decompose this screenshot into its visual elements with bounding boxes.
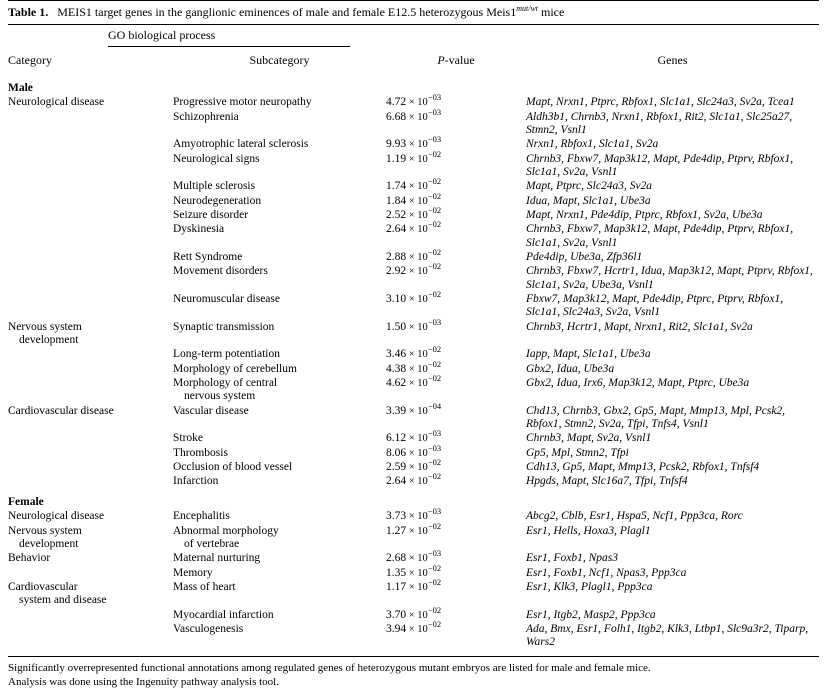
cell-category bbox=[8, 265, 173, 293]
cell-genes: Chrnb3, Fbxw7, Map3k12, Mapt, Pde4dip, Ptprv, Rbfox1, Slc1a1, Sv2a, Vsnl1 bbox=[526, 223, 794, 249]
caption-end: mice bbox=[538, 5, 565, 19]
cell-subcategory: Neurological signs bbox=[173, 152, 260, 165]
cell-genes: Chrnb3, Fbxw7, Hcrtr1, Idua, Map3k12, Mapt, Ptprv, Rbfox1, Slc1a1, Sv2a, Ube3a, Vsnl1 bbox=[526, 265, 813, 291]
cell-genes: Chrnb3, Fbxw7, Map3k12, Mapt, Pde4dip, Ptprv, Rbfox1, Slc1a1, Sv2a, Vsnl1 bbox=[526, 152, 794, 178]
table-row bbox=[8, 152, 819, 180]
cell-pvalue: $1.50 \times 10^{-03}$ bbox=[386, 316, 442, 333]
cell-subcategory: Morphology of central nervous system bbox=[173, 376, 278, 403]
cell-genes: Cdh13, Gp5, Mapt, Mmp13, Pcsk2, Rbfox1, Tnfsf4 bbox=[526, 460, 760, 473]
cell-genes: Abcg2, Cblb, Esr1, Hspa5, Ncf1, Ppp3ca, Rorc bbox=[526, 510, 743, 523]
cell-pvalue: $4.62 \times 10^{-02}$ bbox=[386, 373, 442, 389]
cell-category bbox=[8, 446, 173, 460]
cell-pvalue: $3.94 \times 10^{-02}$ bbox=[386, 619, 442, 635]
table-row bbox=[8, 510, 819, 524]
table-row bbox=[8, 265, 819, 293]
cell-category: Cardiovascular disease bbox=[8, 404, 114, 417]
cell-genes: Nrxn1, Rbfox1, Slc1a1, Sv2a bbox=[526, 138, 659, 151]
cell-pvalue: $1.17 \times 10^{-02}$ bbox=[386, 577, 442, 593]
table-row bbox=[8, 524, 819, 552]
cell-category bbox=[8, 138, 173, 152]
cell-subcategory: Multiple sclerosis bbox=[173, 180, 256, 193]
table-caption bbox=[8, 1, 819, 24]
cell-pvalue: $3.73 \times 10^{-03}$ bbox=[386, 506, 442, 523]
table-number: Table 1. bbox=[8, 5, 49, 19]
go-header-row bbox=[8, 25, 819, 47]
table-row bbox=[8, 292, 819, 320]
cell-category bbox=[8, 460, 173, 474]
cell-genes: Aldh3b1, Chrnb3, Nrxn1, Rbfox1, Rit2, Slc1a1, Slc25a27, Stmn2, Vsnl1 bbox=[526, 110, 793, 136]
cell-pvalue: $2.88 \times 10^{-02}$ bbox=[386, 247, 442, 263]
cell-subcategory: Vasculogenesis bbox=[173, 622, 244, 635]
footnote-line-2: Analysis was done using the Ingenuity pathway analysis tool. bbox=[8, 676, 279, 689]
cell-genes: Esr1, Itgb2, Masp2, Ppp3ca bbox=[526, 608, 656, 621]
table-row bbox=[8, 475, 819, 489]
cell-subcategory: Synaptic transmission bbox=[173, 320, 275, 333]
column-header-genes: Genes bbox=[657, 53, 688, 67]
cell-subcategory: Progressive motor neuropathy bbox=[173, 96, 312, 109]
cell-category: Neurological disease bbox=[8, 510, 105, 523]
cell-genes: Chrnb3, Mapt, Sv2a, Vsnl1 bbox=[526, 432, 652, 445]
cell-pvalue: $9.93 \times 10^{-03}$ bbox=[386, 134, 442, 151]
cell-genes: Gbx2, Idua, Ube3a bbox=[526, 362, 615, 375]
cell-subcategory: Maternal nurturing bbox=[173, 552, 261, 565]
cell-pvalue: $8.06 \times 10^{-03}$ bbox=[386, 442, 442, 459]
pvalue-italic-p: P bbox=[437, 53, 445, 67]
cell-subcategory: Morphology of cerebellum bbox=[173, 362, 297, 375]
cell-category bbox=[8, 348, 173, 362]
table-row bbox=[8, 320, 819, 348]
cell-category: Neurological disease bbox=[8, 96, 105, 109]
cell-subcategory: Infarction bbox=[173, 475, 219, 488]
header-row bbox=[8, 47, 819, 75]
cell-category bbox=[8, 194, 173, 208]
cell-category bbox=[8, 622, 173, 650]
cell-genes: Iapp, Mapt, Slc1a1, Ube3a bbox=[526, 348, 651, 361]
cell-pvalue: $2.64 \times 10^{-02}$ bbox=[386, 219, 442, 236]
caption-text bbox=[51, 5, 564, 19]
table-row bbox=[8, 622, 819, 650]
cell-genes: Pde4dip, Ube3a, Zfp36l1 bbox=[526, 250, 643, 263]
cell-pvalue: $2.92 \times 10^{-02}$ bbox=[386, 261, 442, 278]
cell-pvalue: $2.59 \times 10^{-02}$ bbox=[386, 457, 442, 473]
cell-genes: Hpgds, Mapt, Slc16a7, Tfpi, Tnfsf4 bbox=[526, 475, 688, 488]
cell-subcategory: Encephalitis bbox=[173, 510, 230, 523]
cell-pvalue: $1.35 \times 10^{-02}$ bbox=[386, 562, 442, 579]
caption-superscript: mut/wt bbox=[516, 4, 539, 13]
cell-subcategory: Memory bbox=[173, 566, 213, 579]
cell-subcategory: Movement disorders bbox=[173, 265, 268, 278]
cell-category bbox=[8, 608, 173, 622]
caption-main: MEIS1 target genes in the ganglionic eminences of male and female E12.5 heterozygous Meis1 bbox=[57, 5, 517, 19]
cell-category: Nervous system development bbox=[8, 320, 82, 346]
cell-subcategory: Dyskinesia bbox=[173, 223, 225, 236]
cell-genes: Idua, Mapt, Slc1a1, Ube3a bbox=[526, 194, 651, 207]
table-header bbox=[8, 47, 819, 75]
cell-genes: Chd13, Chrnb3, Gbx2, Gp5, Mapt, Mmp13, Mpl, Pcsk2, Rbfox1, Stmn2, Sv2a, Tfpi, Tnfs4, Vsnl1 bbox=[526, 404, 786, 430]
table-row bbox=[8, 110, 819, 138]
table-row bbox=[8, 208, 819, 222]
cell-category bbox=[8, 566, 173, 580]
go-biological-process-label: GO biological process bbox=[108, 28, 216, 42]
table-row bbox=[8, 96, 819, 110]
table-row bbox=[8, 138, 819, 152]
table-row bbox=[8, 348, 819, 362]
cell-genes: Gp5, Mpl, Stmn2, Tfpi bbox=[526, 446, 629, 459]
table-row bbox=[8, 566, 819, 580]
cell-subcategory: Schizophrenia bbox=[173, 110, 239, 123]
cell-subcategory: Occlusion of blood vessel bbox=[173, 460, 293, 473]
cell-subcategory: Thrombosis bbox=[173, 446, 228, 459]
cell-category: Nervous system development bbox=[8, 524, 82, 550]
table-row bbox=[8, 608, 819, 622]
cell-subcategory: Stroke bbox=[173, 432, 204, 445]
table-body bbox=[8, 75, 819, 650]
cell-genes: Gbx2, Idua, Irx6, Map3k12, Mapt, Ptprc, Ube3a bbox=[526, 376, 750, 389]
cell-pvalue: $3.70 \times 10^{-02}$ bbox=[386, 604, 442, 621]
cell-subcategory: Seizure disorder bbox=[173, 208, 249, 221]
table-row bbox=[8, 250, 819, 264]
cell-category bbox=[8, 250, 173, 264]
cell-genes: Esr1, Klk3, Plagl1, Ppp3ca bbox=[526, 580, 653, 593]
column-header-subcategory: Subcategory bbox=[249, 53, 310, 67]
cell-pvalue: $6.68 \times 10^{-03}$ bbox=[386, 106, 442, 123]
cell-subcategory: Vascular disease bbox=[173, 404, 249, 417]
cell-category bbox=[8, 475, 173, 489]
cell-genes: Fbxw7, Map3k12, Mapt, Pde4dip, Ptprc, Ptprv, Rbfox1, Slc1a1, Slc24a3, Sv2a, Vsnl1 bbox=[526, 292, 784, 319]
table-row bbox=[8, 376, 819, 404]
cell-subcategory: Mass of heart bbox=[173, 580, 236, 593]
table-footnote bbox=[8, 657, 819, 690]
cell-subcategory: Amyotrophic lateral sclerosis bbox=[173, 138, 309, 151]
cell-subcategory: Rett Syndrome bbox=[173, 250, 243, 263]
table-row bbox=[8, 446, 819, 460]
cell-genes: Esr1, Foxb1, Npas3 bbox=[526, 552, 618, 565]
cell-pvalue: $1.19 \times 10^{-02}$ bbox=[386, 148, 442, 165]
cell-subcategory: Myocardial infarction bbox=[173, 608, 274, 621]
cell-pvalue: $2.52 \times 10^{-02}$ bbox=[386, 205, 442, 221]
table-row bbox=[8, 552, 819, 566]
cell-pvalue: $3.46 \times 10^{-02}$ bbox=[386, 344, 442, 361]
cell-subcategory: Long-term potentiation bbox=[173, 348, 280, 361]
table-row bbox=[8, 180, 819, 194]
pvalue-suffix: -value bbox=[444, 53, 475, 67]
cell-category bbox=[8, 376, 173, 404]
cell-category bbox=[8, 362, 173, 376]
table-row bbox=[8, 460, 819, 474]
cell-genes: Esr1, Foxb1, Ncf1, Npas3, Ppp3ca bbox=[526, 566, 687, 579]
cell-genes: Mapt, Nrxn1, Ptprc, Rbfox1, Slc1a1, Slc24a3, Sv2a, Tcea1 bbox=[526, 96, 795, 109]
go-underline bbox=[108, 46, 350, 47]
table-row bbox=[8, 432, 819, 446]
cell-pvalue: $6.12 \times 10^{-03}$ bbox=[386, 428, 442, 445]
cell-pvalue: $1.27 \times 10^{-02}$ bbox=[386, 520, 442, 537]
cell-category bbox=[8, 180, 173, 194]
table-row bbox=[8, 362, 819, 376]
cell-category bbox=[8, 292, 173, 320]
cell-category bbox=[8, 432, 173, 446]
cell-subcategory: Neuromuscular disease bbox=[173, 292, 280, 305]
table-row bbox=[8, 194, 819, 208]
footnote-line-1: Significantly overrepresented functional annotations among regulated genes of heterozygous mutant embryos are listed for male and female mice. bbox=[8, 662, 651, 675]
cell-subcategory: Abnormal morphology of vertebrae bbox=[173, 524, 279, 550]
cell-genes: Chrnb3, Hcrtr1, Mapt, Nrxn1, Rit2, Slc1a1, Sv2a bbox=[526, 320, 753, 333]
cell-category: Cardiovascular system and disease bbox=[8, 580, 107, 607]
cell-category bbox=[8, 152, 173, 180]
table-row bbox=[8, 223, 819, 251]
cell-pvalue: $2.68 \times 10^{-03}$ bbox=[386, 548, 442, 565]
cell-category bbox=[8, 110, 173, 138]
cell-category: Behavior bbox=[8, 552, 51, 565]
cell-genes: Esr1, Hells, Hoxa3, Plagl1 bbox=[526, 524, 651, 537]
cell-subcategory: Neurodegeneration bbox=[173, 194, 262, 207]
cell-genes: Mapt, Nrxn1, Pde4dip, Ptprc, Rbfox1, Sv2a, Ube3a bbox=[526, 208, 763, 221]
section-title: Female bbox=[8, 496, 44, 509]
cell-pvalue: $1.84 \times 10^{-02}$ bbox=[386, 190, 442, 207]
column-header-category: Category bbox=[8, 53, 52, 67]
section-header-row bbox=[8, 75, 819, 96]
cell-category bbox=[8, 208, 173, 222]
cell-pvalue: $3.10 \times 10^{-02}$ bbox=[386, 289, 442, 305]
section-title: Male bbox=[8, 82, 33, 94]
section-header-row bbox=[8, 489, 819, 510]
cell-genes: Mapt, Ptprc, Slc24a3, Sv2a bbox=[526, 180, 653, 193]
cell-category bbox=[8, 223, 173, 251]
results-table bbox=[8, 47, 819, 650]
table-row bbox=[8, 580, 819, 608]
cell-pvalue: $1.74 \times 10^{-02}$ bbox=[386, 176, 442, 193]
cell-pvalue: $4.38 \times 10^{-02}$ bbox=[386, 358, 442, 375]
cell-pvalue: $3.39 \times 10^{-04}$ bbox=[386, 400, 442, 417]
cell-pvalue: $2.64 \times 10^{-02}$ bbox=[386, 471, 442, 488]
cell-genes: Ada, Bmx, Esr1, Folh1, Itgb2, Klk3, Ltbp1, Slc9a3r2, Tiparp, Wars2 bbox=[526, 622, 809, 649]
cell-pvalue: $4.72 \times 10^{-03}$ bbox=[386, 92, 442, 109]
column-header-pvalue bbox=[386, 47, 526, 75]
table-row bbox=[8, 404, 819, 432]
